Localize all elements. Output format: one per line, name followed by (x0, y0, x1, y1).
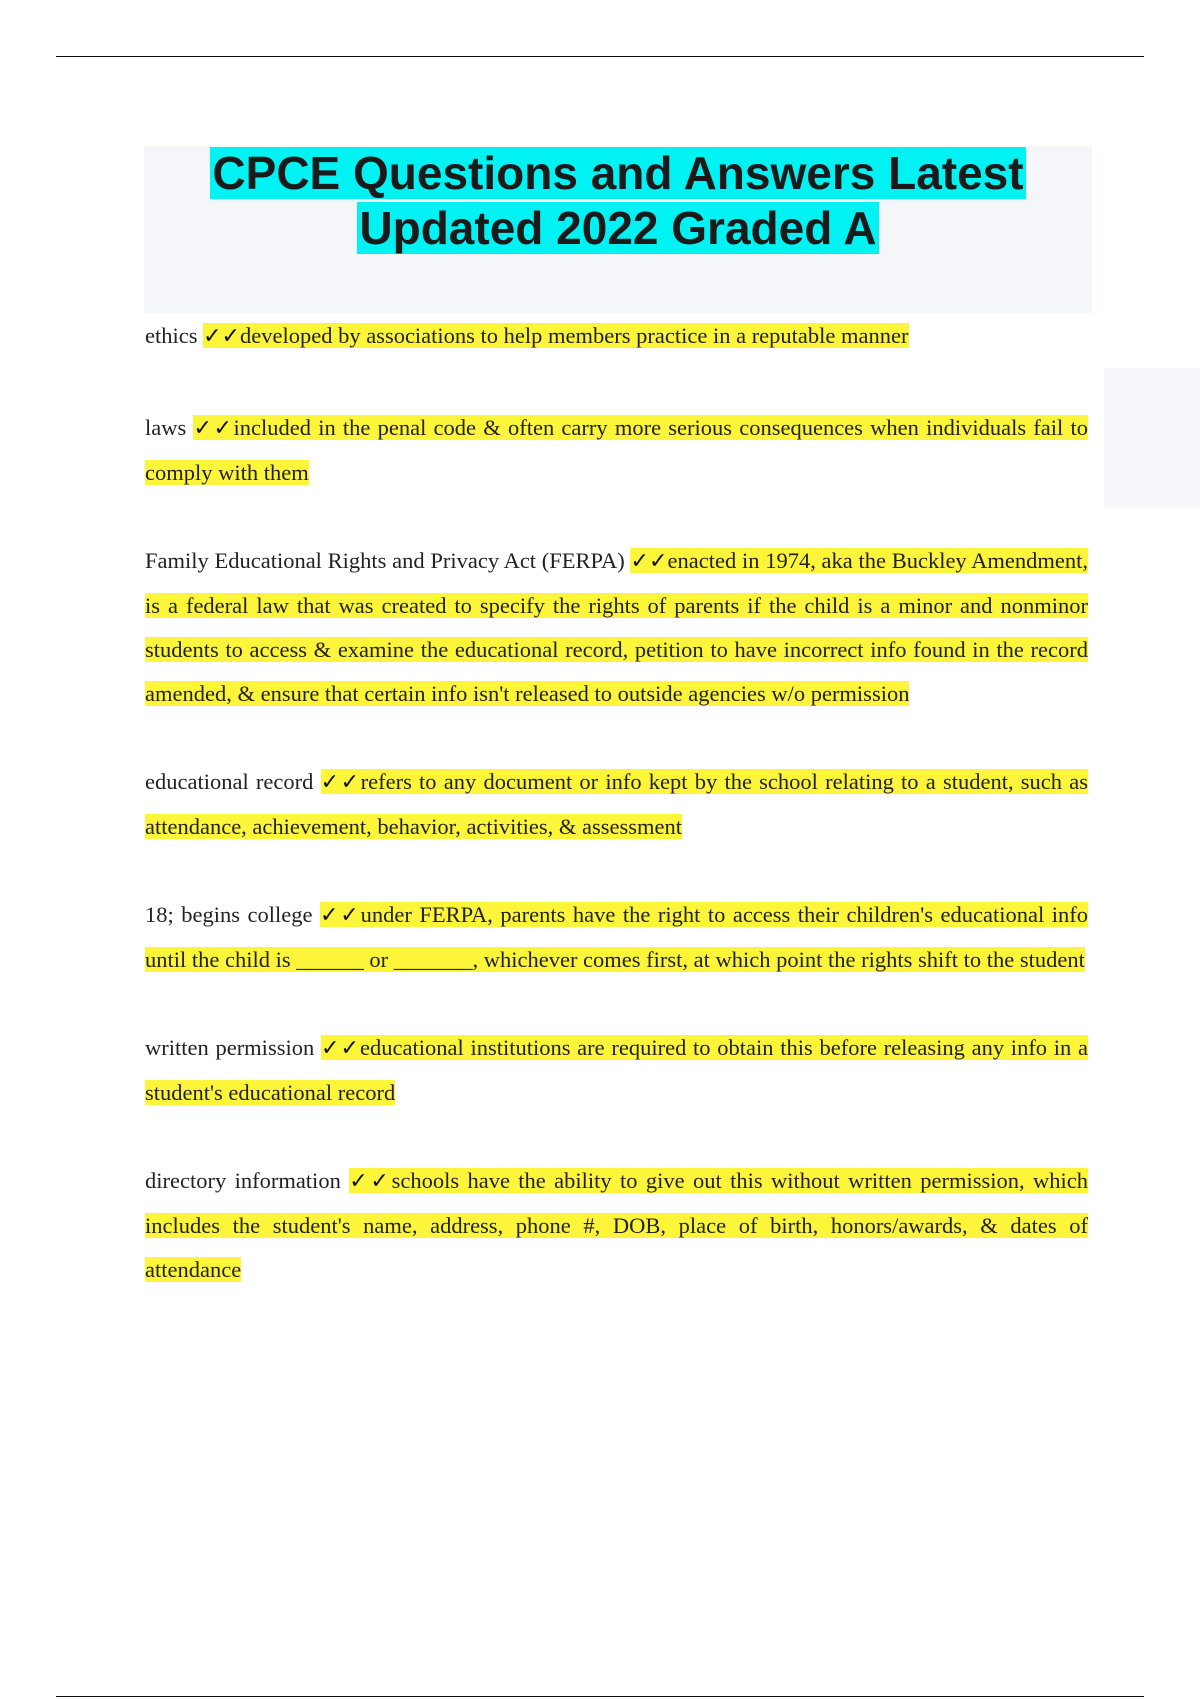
term: ethics (145, 323, 198, 348)
document-title (144, 146, 1092, 256)
qa-entry (145, 314, 1088, 359)
answer-text: included in the penal code & often carry more serious consequences when individuals fail to comply with them (145, 415, 1088, 485)
top-rule (56, 56, 1144, 57)
check-icon: ✓✓ (349, 1169, 392, 1194)
qa-entry (145, 406, 1088, 495)
check-icon: ✓✓ (320, 770, 361, 795)
qa-entry (145, 1026, 1088, 1115)
qa-entry (145, 1159, 1088, 1292)
check-icon: ✓✓ (203, 324, 240, 349)
title-line-1: CPCE Questions and Answers Latest (212, 147, 1024, 199)
answer-text: refers to any document or info kept by the school relating to a student, such as attendance, achievement, behavior, activities, & assessment (145, 769, 1088, 839)
answer-text: enacted in 1974, aka the Buckley Amendment, is a federal law that was created to specify the rights of parents if the child is a minor and nonminor students to access & examine the educational record, petition to have incorrect info found in the record amended, & ensure that certain info isn't released to outside agencies w/o permission (145, 548, 1089, 706)
qa-entry (145, 539, 1088, 716)
check-icon: ✓✓ (319, 903, 361, 928)
answer-text: developed by associations to help members practice in a reputable manner (239, 323, 909, 348)
answer (145, 415, 1088, 485)
answer-text: under FERPA, parents have the right to access their children's educational info until the child is ______ or _______, whichever comes first, at which point the rights shift to the student (145, 902, 1088, 972)
term: educational record (145, 769, 314, 794)
term: directory information (145, 1168, 341, 1193)
answer-text: schools have the ability to give out this without written permission, which includes the student's name, address, phone #, DOB, place of birth, honors/awards, & dates of attendance (145, 1168, 1088, 1282)
term: 18; begins college (145, 902, 313, 927)
term: written permission (145, 1035, 315, 1060)
qa-entry (145, 893, 1088, 982)
answer (203, 323, 908, 348)
qa-entry (145, 760, 1088, 849)
term: Family Educational Rights and Privacy Act (FERPA) (145, 548, 625, 573)
bottom-rule (56, 1696, 1144, 1697)
check-icon: ✓✓ (320, 1036, 361, 1061)
term: laws (145, 415, 187, 440)
title-line-2: Updated 2022 Graded A (359, 202, 877, 254)
side-panel (1104, 368, 1200, 508)
answer-text: educational institutions are required to obtain this before releasing any info in a student's educational record (145, 1035, 1088, 1105)
check-icon: ✓✓ (630, 549, 668, 574)
check-icon: ✓✓ (193, 416, 234, 441)
qa-list (145, 314, 1088, 1336)
